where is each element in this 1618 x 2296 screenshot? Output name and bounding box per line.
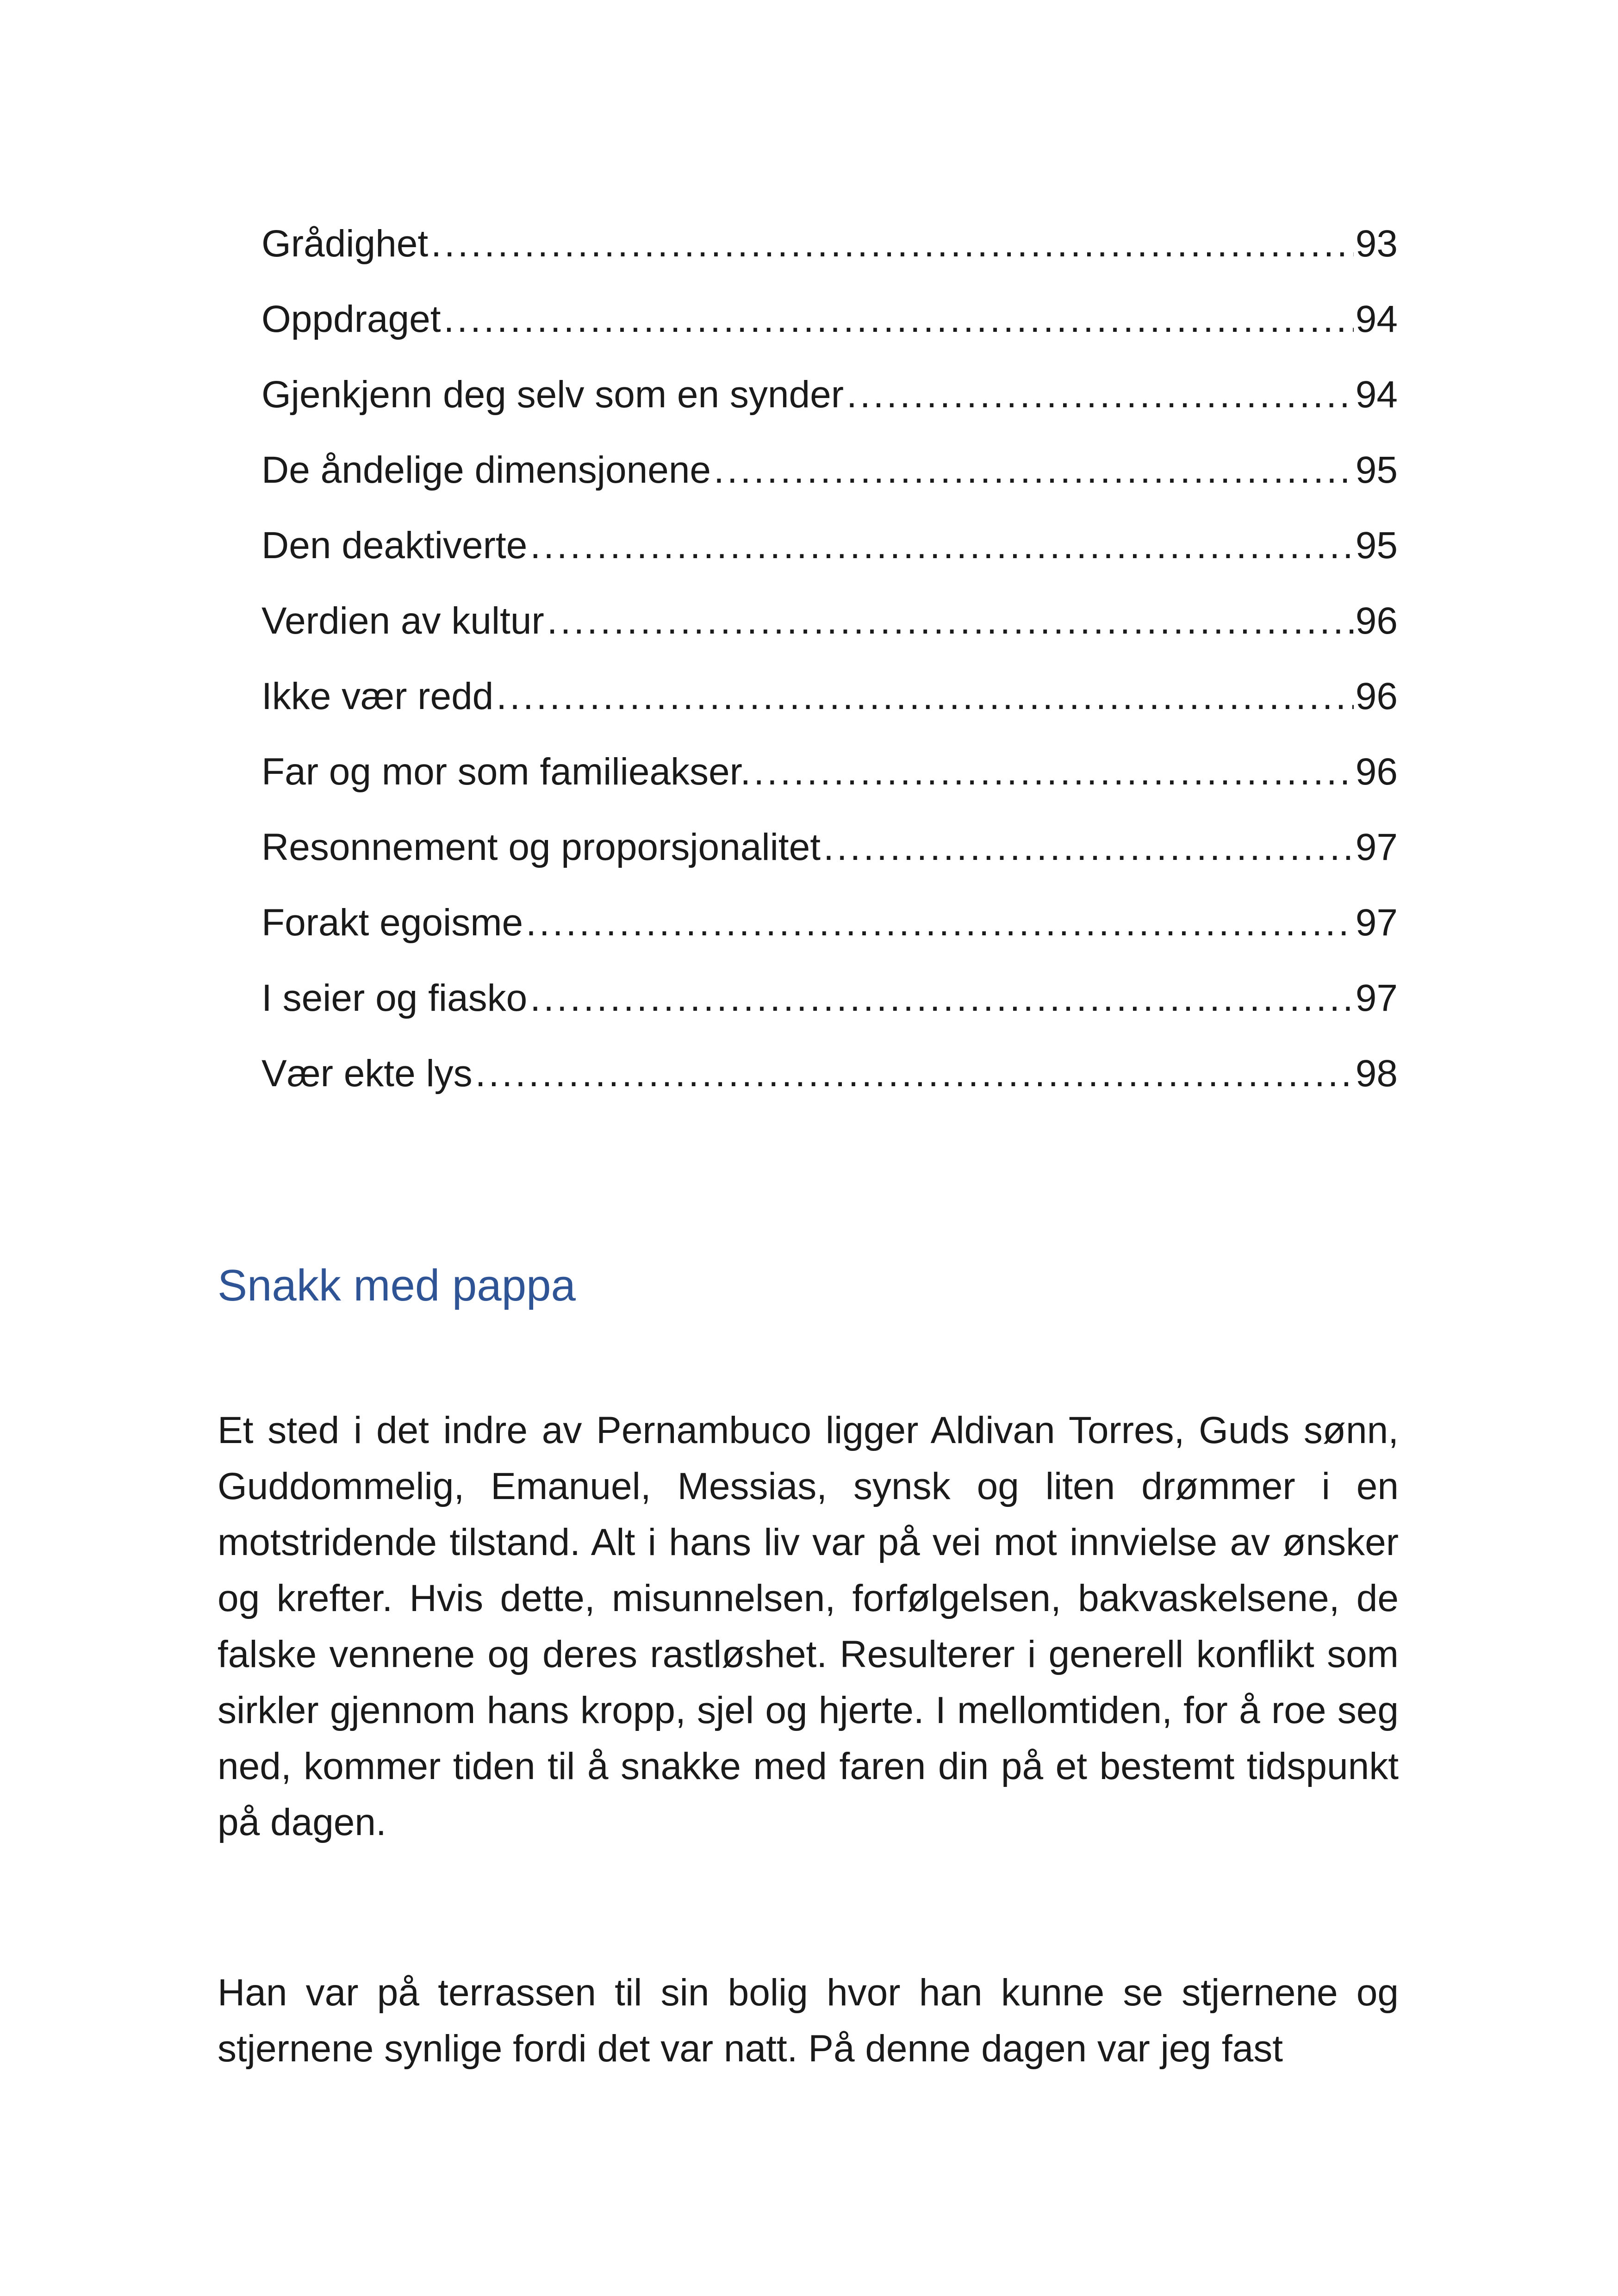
toc-dot-leader (530, 508, 1353, 583)
toc-entry-page: 95 (1355, 524, 1398, 566)
toc-dot-leader (526, 885, 1354, 960)
toc-dot-leader (714, 432, 1354, 508)
toc-dot-leader (547, 583, 1354, 659)
toc-entry-title: I seier og fiasko (261, 977, 528, 1019)
toc-entry-title: Ikke vær redd (261, 675, 494, 717)
toc-dot-leader (496, 659, 1353, 734)
body-paragraph: Et sted i det indre av Pernambuco ligger Aldivan Torres, Guds sønn, Guddommelig, Emanuel, Messias, synsk og liten drømmer i en motstridende tilstand. Alt i hans liv var på vei mot innvielse av ønsker og krefter. Hvis dette, misunnelsen, forfølgelsen, bakvaskelsene, de falske vennene og deres rastløshet. Resulterer i generell konflikt som sirkler gjennom hans kropp, sjel og hjerte. I mellomtiden, for å roe seg ned, kommer tiden til å snakke med faren din på et bestemt tidspunkt på dagen. (218, 1409, 1399, 1843)
toc-entry-page: 95 (1355, 449, 1398, 491)
toc-entry-page: 96 (1355, 600, 1398, 642)
toc-entry[interactable] (261, 659, 1398, 734)
toc-entry[interactable] (261, 583, 1398, 659)
toc-entry-page: 97 (1355, 977, 1398, 1019)
toc-entry-page: 97 (1355, 902, 1398, 944)
toc-entry[interactable] (261, 281, 1398, 357)
toc-entry[interactable] (261, 809, 1398, 885)
toc-entry[interactable] (261, 960, 1398, 1036)
toc-dot-leader (431, 206, 1354, 281)
toc-entry-title: Gjenkjenn deg selv som en synder (261, 373, 844, 416)
toc-entry-page: 97 (1355, 826, 1398, 868)
body-paragraph: Han var på terrassen til sin bolig hvor han kunne se stjernene og stjernene synlige fordi det var natt. På denne dagen var jeg fast (218, 1972, 1399, 2070)
toc-dot-leader (823, 809, 1354, 885)
toc-entry-page: 94 (1355, 373, 1398, 416)
toc-entry-page: 96 (1355, 675, 1398, 717)
toc-dot-leader (530, 960, 1354, 1036)
toc-entry-title: Grådighet (261, 223, 429, 265)
toc-entry-title: Forakt egoisme (261, 902, 523, 944)
toc-entry-title: Vær ekte lys (261, 1052, 473, 1095)
toc-entry-page: 94 (1355, 298, 1398, 340)
toc-dot-leader (753, 734, 1354, 809)
toc-entry-page: 96 (1355, 751, 1398, 793)
toc-entry[interactable] (261, 432, 1398, 508)
toc-entry-title: Resonnement og proporsjonalitet (261, 826, 821, 868)
toc-entry-page: 98 (1355, 1052, 1398, 1095)
toc-entry-title: Den deaktiverte (261, 524, 528, 566)
toc-entry-title: Oppdraget (261, 298, 441, 340)
toc-entry[interactable] (261, 206, 1398, 281)
table-of-contents (261, 206, 1398, 1111)
toc-entry-page: 93 (1355, 223, 1398, 265)
toc-entry[interactable] (261, 508, 1398, 583)
toc-dot-leader (846, 357, 1354, 432)
toc-dot-leader (444, 281, 1354, 357)
toc-entry[interactable] (261, 1036, 1398, 1111)
toc-entry-title: De åndelige dimensjonene (261, 449, 711, 491)
section-heading: Snakk med pappa (218, 1261, 576, 1310)
toc-entry[interactable] (261, 734, 1398, 809)
toc-entry-title: Verdien av kultur (261, 600, 544, 642)
toc-entry[interactable] (261, 885, 1398, 960)
toc-entry[interactable] (261, 357, 1398, 432)
toc-dot-leader (475, 1036, 1354, 1111)
toc-entry-title: Far og mor som familieakser. (261, 751, 751, 793)
